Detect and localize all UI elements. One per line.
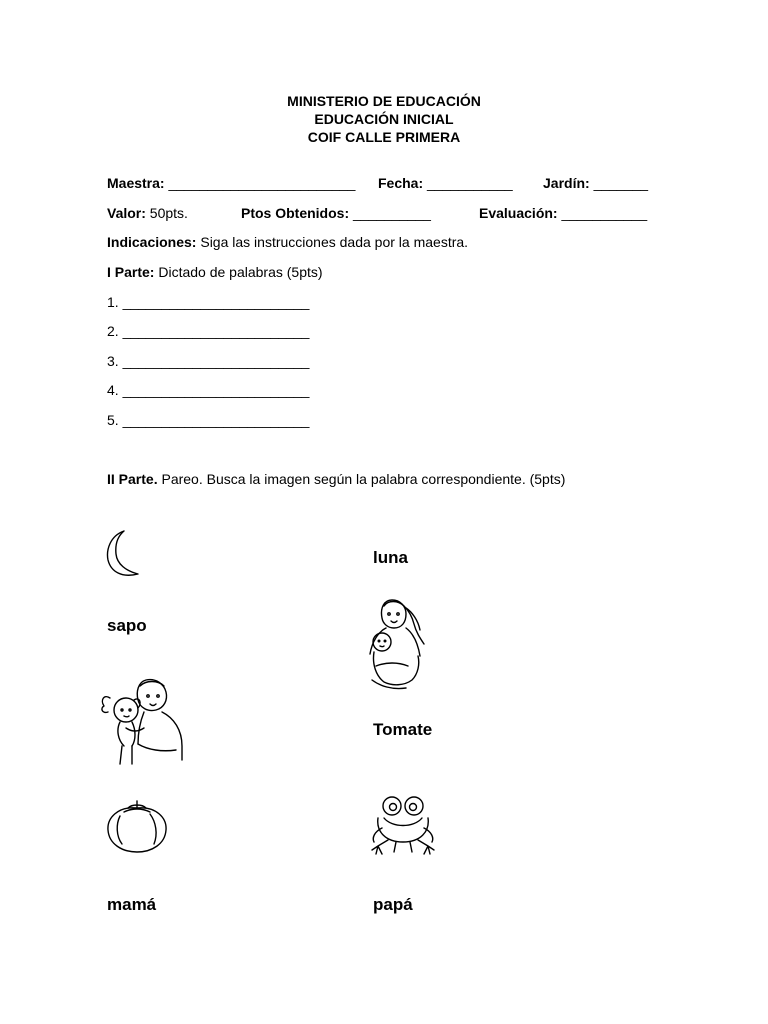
indicaciones-label: Indicaciones: — [107, 234, 197, 250]
word-sapo: sapo — [107, 616, 147, 635]
fecha-field — [378, 175, 513, 191]
part1-heading — [107, 264, 323, 280]
part2-label: II Parte. — [107, 471, 158, 487]
fecha-blank: ___________ — [427, 175, 513, 191]
dictation-line: 5. ________________________ — [107, 412, 310, 428]
document-header — [0, 92, 768, 146]
part2-heading — [107, 471, 565, 487]
ministry-title: MINISTERIO DE EDUCACIÓN — [287, 93, 481, 109]
maestra-blank: ________________________ — [168, 175, 356, 191]
moon-icon — [104, 528, 144, 580]
maestra-label: Maestra: — [107, 175, 165, 191]
fecha-label: Fecha: — [378, 175, 424, 191]
maestra-field — [107, 175, 355, 191]
ptos-label: Ptos Obtenidos: — [241, 205, 350, 221]
ptos-blank: __________ — [353, 205, 431, 221]
part1-label: I Parte: — [107, 264, 155, 280]
evaluacion-field — [479, 205, 647, 221]
evaluacion-label: Evaluación: — [479, 205, 558, 221]
school-title: COIF CALLE PRIMERA — [307, 129, 461, 145]
mother-baby-icon — [362, 594, 434, 694]
dictation-line: 3. ________________________ — [107, 353, 310, 369]
dictation-line: 2. ________________________ — [107, 323, 310, 339]
word-tomate: Tomate — [373, 720, 433, 739]
word-mama: mamá — [107, 895, 157, 914]
frog-icon — [368, 792, 438, 858]
father-child-icon — [96, 672, 192, 768]
jardin-blank: _______ — [593, 175, 649, 191]
valor-value: 50pts. — [149, 205, 188, 221]
ptos-field — [241, 205, 431, 221]
word-papa: papá — [373, 895, 413, 914]
part2-text: Pareo. Busca la imagen según la palabra correspondiente. (5pts) — [161, 471, 566, 487]
evaluacion-blank: ___________ — [561, 205, 648, 221]
indicaciones — [107, 234, 468, 250]
level-title: EDUCACIÓN INICIAL — [314, 111, 454, 127]
dictation-line: 1. ________________________ — [107, 294, 310, 310]
jardin-label: Jardín: — [543, 175, 590, 191]
tomato-icon — [104, 798, 170, 856]
jardin-field — [543, 175, 648, 191]
indicaciones-text: Siga las instrucciones dada por la maestra. — [200, 234, 469, 250]
part1-text: Dictado de palabras (5pts) — [158, 264, 323, 280]
valor-label: Valor: — [107, 205, 146, 221]
word-luna: luna — [373, 548, 408, 567]
valor-field — [107, 205, 188, 221]
dictation-line: 4. ________________________ — [107, 382, 310, 398]
